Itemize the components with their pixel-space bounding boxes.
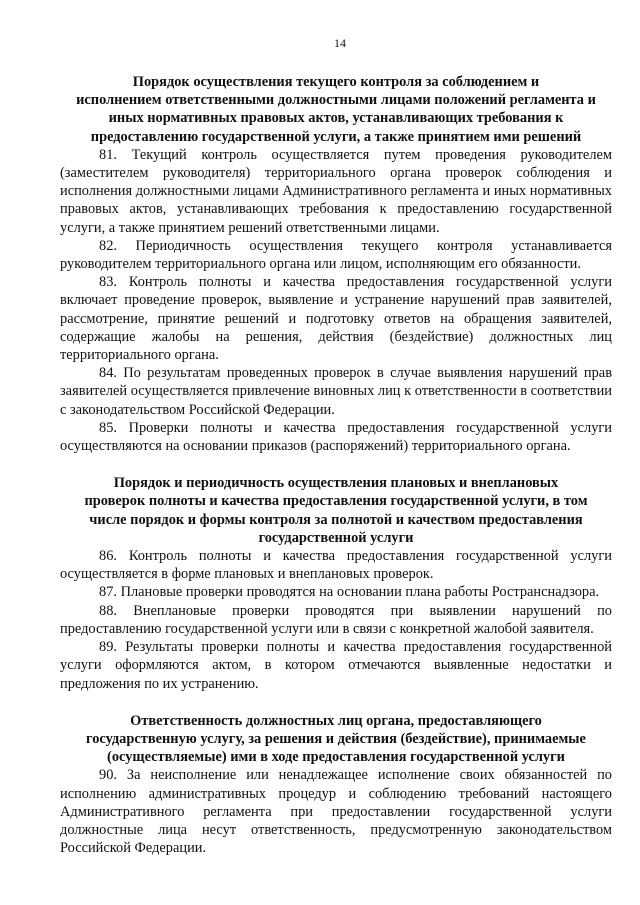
heading-line: Ответственность должностных лиц органа, предоставляющего <box>130 712 542 729</box>
heading-line: Порядок и периодичность осуществления плановых и внеплановых <box>113 475 559 492</box>
heading-line: числе порядок и формы контроля за полнотой и качеством предоставления <box>89 511 583 528</box>
paragraph-86: 86. Контроль полноты и качества предоставления государственной услуги осуществляется в форме плановых и внеплановых проверок. <box>60 548 612 583</box>
paragraph-89: 89. Результаты проверки полноты и качества предоставления государственной услуги оформляются актом, в котором отмечаются выявленные недостатки и предложения по их устранению. <box>60 639 612 692</box>
heading-line: государственную услугу, за решения и действия (бездействие), принимаемые <box>86 730 586 747</box>
section-current-control <box>60 73 612 455</box>
page-number: 14 <box>334 36 346 50</box>
section-heading <box>60 73 612 146</box>
section-inspections <box>60 474 612 692</box>
section-gap <box>60 693 612 712</box>
paragraph-88: 88. Внеплановые проверки проводятся при выявлении нарушений по предоставлению государственной услуги или в связи с конкретной жалобой заявителя. <box>60 602 612 637</box>
paragraph-83: 83. Контроль полноты и качества предоставления государственной услуги включает проведение проверок, выявление и устранение нарушений прав заявителей, рассмотрение, принятие решений и подготовку ответов на обращения заявителей, содержащие жалобы на решения, действия (бездействие) должностных лиц территориального органа. <box>60 274 612 364</box>
heading-line: Порядок осуществления текущего контроля за соблюдением и <box>132 74 540 90</box>
paragraph-90: 90. За неисполнение или ненадлежащее исполнение своих обязанностей по исполнению административных процедур и соблюдению требований настоящего Административного регламента при предоставлении государственной услуги должностные лица несут ответственность, предусмотренную законодательством Российской Федерации. <box>60 767 612 857</box>
paragraph-85: 85. Проверки полноты и качества предоставления государственной услуги осуществляются на основании приказов (распоряжений) территориального органа. <box>60 419 612 455</box>
heading-line: исполнением ответственными должностными лицами положений регламента и <box>76 92 596 109</box>
paragraph-81: 81. Текущий контроль осуществляется путем проведения руководителем (заместителем руководителя) территориального органа проверок соблюдения и исполнения должностными лицами Административного регламента и иных нормативных правовых актов, устанавливающих требования к предоставлению государственной услуги, а также принятием решений ответственными лицами. <box>60 146 612 236</box>
heading-line: проверок полноты и качества предоставления государственной услуги, в том <box>84 493 588 510</box>
heading-line: (осуществляемые) ими в ходе предоставления государственной услуги <box>107 749 565 766</box>
section-responsibility <box>60 712 612 858</box>
paragraph-82: 82. Периодичность осуществления текущего контроля устанавливается руководителем территориального органа или лицом, исполняющим его обязанности. <box>60 237 612 273</box>
paragraph-84: 84. По результатам проведенных проверок в случае выявления нарушений прав заявителей осуществляется привлечение виновных лиц к ответственности в соответствии с законодательством Российской Федерации. <box>60 365 612 418</box>
section-heading <box>60 474 612 547</box>
heading-line: предоставлению государственной услуги, а также принятием ими решений <box>90 128 582 145</box>
heading-line: государственной услуги <box>258 529 414 546</box>
section-heading <box>60 712 612 767</box>
document-page <box>60 36 612 857</box>
heading-line: иных нормативных правовых актов, устанавливающих требования к <box>108 110 564 127</box>
section-gap <box>60 455 612 474</box>
paragraph-87: 87. Плановые проверки проводятся на основании плана работы Ространснадзора. <box>99 584 600 601</box>
